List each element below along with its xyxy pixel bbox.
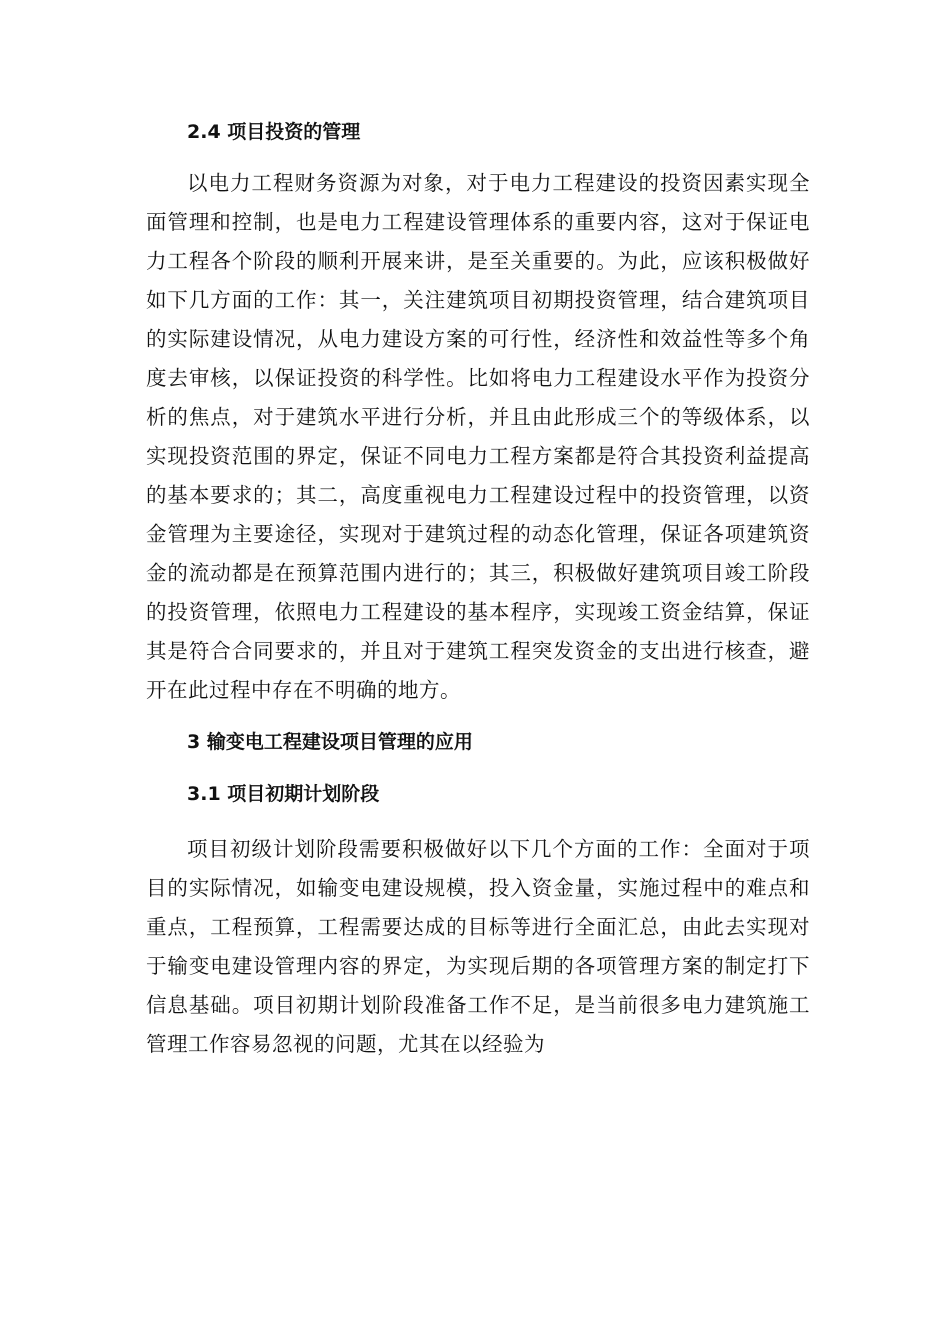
section-heading-2-4: 2.4 项目投资的管理 [187,121,361,143]
document-page [146,112,810,1064]
paragraph-investment-management: 以电力工程财务资源为对象，对于电力工程建设的投资因素实现全面管理和控制，也是电力工程建设管理体系的重要内容，这对于保证电力工程各个阶段的顺利开展来讲，是至关重要的。为此，应该积极做好如下几方面的工作：其一，关注建筑项目初期投资管理，结合建筑项目的实际建设情况，从电力建设方案的可行性，经济性和效益性等多个角度去审核，以保证投资的科学性。比如将电力工程建设水平作为投资分析的焦点，对于建筑水平进行分析，并且由此形成三个的等级体系，以实现投资范围的界定，保证不同电力工程方案都是符合其投资利益提高的基本要求的；其二，高度重视电力工程建设过程中的投资管理，以资金管理为主要途径，实现对于建筑过程的动态化管理，保证各项建筑资金的流动都是在预算范围内进行的；其三，积极做好建筑项目竣工阶段的投资管理，依照电力工程建设的基本程序，实现竣工资金结算，保证其是符合合同要求的，并且对于建筑工程突发资金的支出进行核查，避开在此过程中存在不明确的地方。 [146,171,810,702]
section-heading-3: 3 输变电工程建设项目管理的应用 [187,731,473,753]
paragraph-initial-planning: 项目初级计划阶段需要积极做好以下几个方面的工作：全面对于项目的实际情况，如输变电建设规模，投入资金量，实施过程中的难点和重点，工程预算，工程需要达成的目标等进行全面汇总，由此去实现对于输变电建设管理内容的界定，为实现后期的各项管理方案的制定打下信息基础。项目初期计划阶段准备工作不足，是当前很多电力建筑施工管理工作容易忽视的问题，尤其在以经验为 [146,837,810,1056]
section-heading-3-1: 3.1 项目初期计划阶段 [187,783,380,805]
